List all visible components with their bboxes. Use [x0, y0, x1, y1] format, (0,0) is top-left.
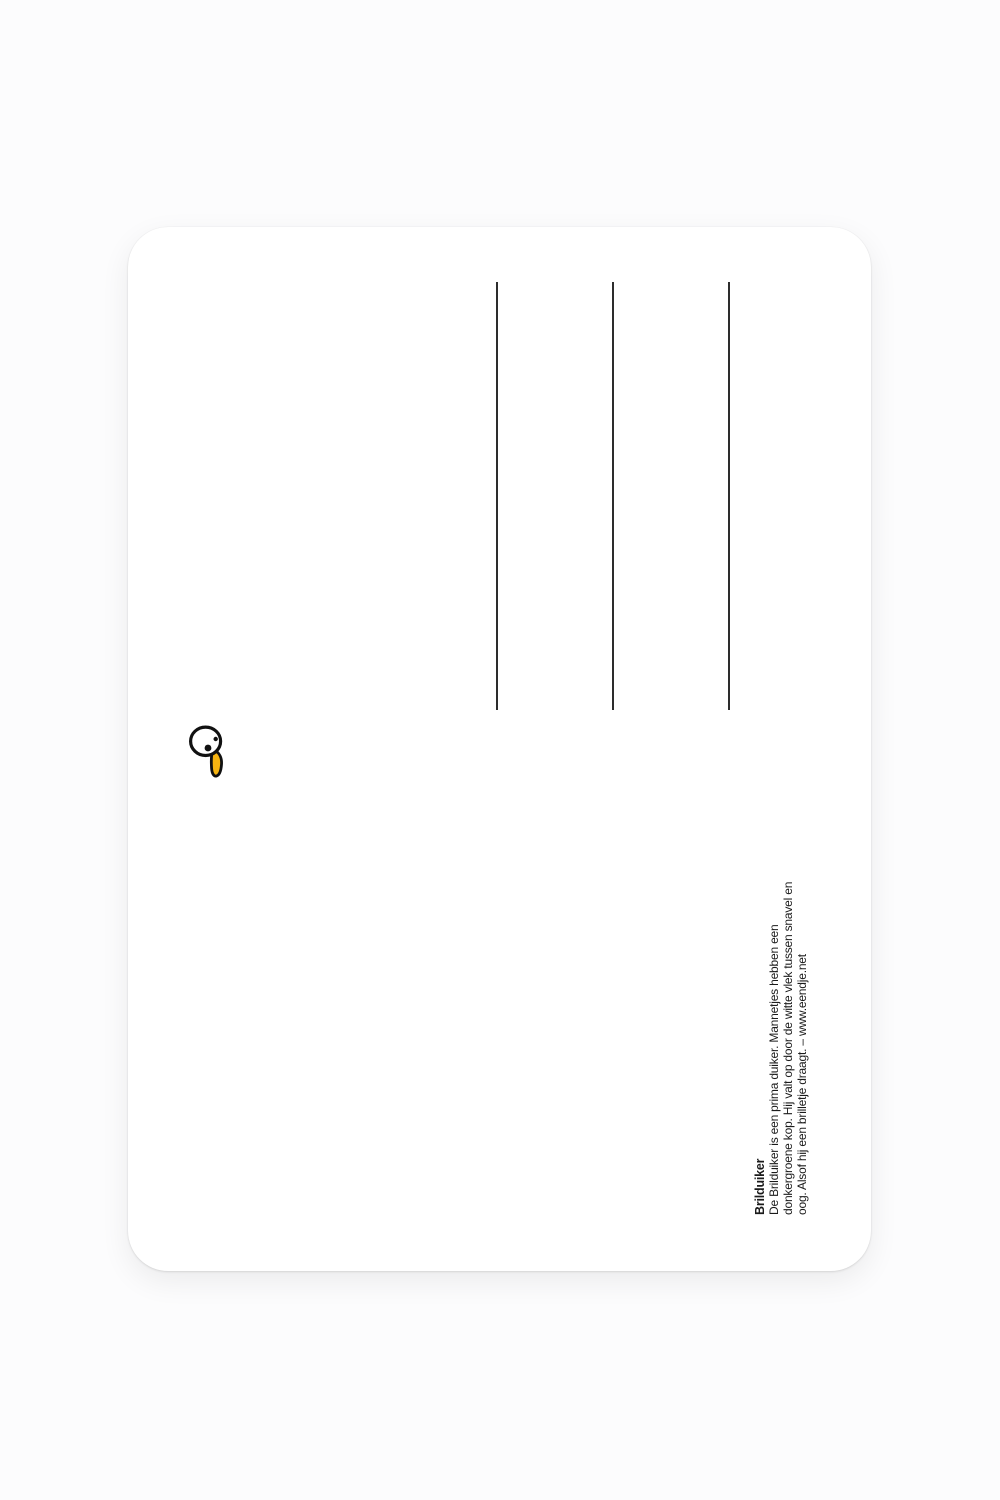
address-line-3: [728, 282, 730, 710]
duck-logo-icon: [185, 719, 233, 783]
postcard-back: [128, 227, 871, 1271]
species-info-line: oog. Alsof hij een brilletje draagt. – www.eendje.net: [795, 954, 809, 1215]
species-info: [753, 857, 809, 1215]
address-line-2: [612, 282, 614, 710]
species-info-line: De Brilduiker is een prima duiker. Mannetjes hebben een: [767, 924, 781, 1215]
species-info-line: donkergroene kop. Hij valt op door de witte vlek tussen snavel en: [781, 881, 795, 1215]
address-line-1: [496, 282, 498, 710]
species-title: Brilduiker: [753, 1158, 767, 1215]
